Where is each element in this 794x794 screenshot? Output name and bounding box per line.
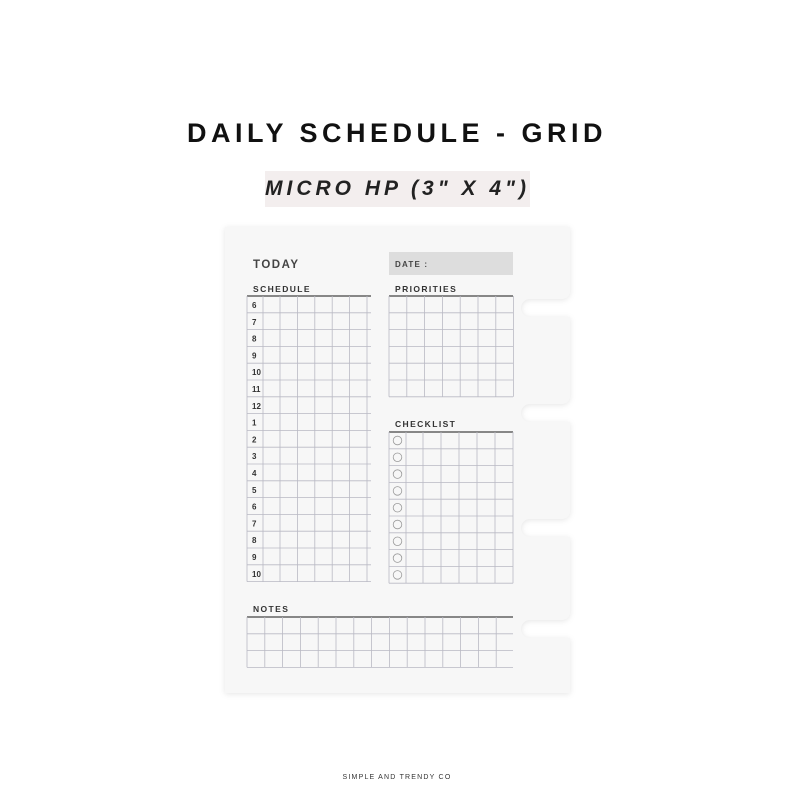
checklist-label: CHECKLIST (395, 419, 457, 429)
hour-label: 8 (252, 536, 257, 546)
hour-label: 3 (252, 452, 257, 462)
hour-label: 7 (252, 519, 257, 529)
hour-label: 8 (252, 334, 257, 344)
hour-label: 12 (252, 401, 261, 411)
priorities-label: PRIORITIES (395, 284, 458, 294)
schedule-label: SCHEDULE (253, 284, 311, 294)
hour-label: 9 (252, 553, 257, 562)
hour-label: 7 (252, 317, 257, 327)
date-label: DATE : (395, 260, 429, 269)
planner-page (225, 227, 575, 698)
hour-label: 5 (252, 485, 257, 495)
brand-footer: SIMPLE AND TRENDY CO (342, 774, 452, 781)
hour-label: 6 (252, 301, 257, 310)
hour-label: 10 (252, 368, 261, 378)
hour-label: 9 (252, 351, 257, 361)
hour-label: 11 (252, 385, 261, 394)
hour-label: 1 (252, 418, 257, 428)
page-outline (225, 227, 570, 693)
hour-label: 6 (252, 502, 257, 512)
hour-label: 4 (252, 469, 257, 478)
today-label: TODAY (253, 259, 300, 271)
subtitle-badge: MICRO HP (3" X 4") (265, 171, 530, 207)
notes-label: NOTES (253, 604, 290, 614)
page-title: DAILY SCHEDULE - GRID (186, 118, 608, 148)
hour-label: 10 (252, 569, 261, 579)
planner-insert (225, 227, 575, 693)
hour-label: 2 (252, 435, 257, 445)
